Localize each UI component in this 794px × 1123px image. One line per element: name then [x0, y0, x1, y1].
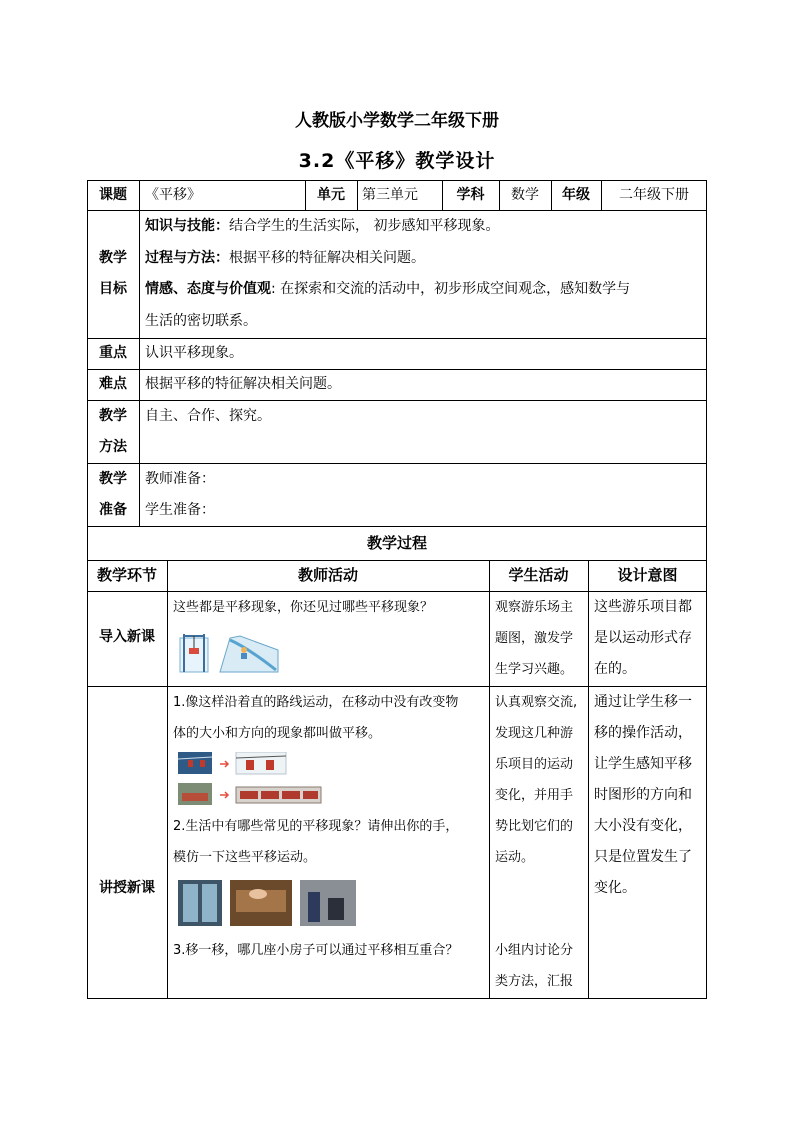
key-text: 认识平移现象。 [145, 345, 243, 361]
lesson-step1-line2: 体的大小和方向的现象都叫做平移。 [173, 726, 382, 741]
goal-process: 过程与方法：根据平移的特征解决相关问题。 [145, 250, 425, 266]
everyday-translation-pictures [178, 880, 358, 930]
document-subtitle: 3.2《平移》教学设计 [298, 150, 496, 172]
cable-car-picture [178, 752, 288, 780]
goals-label-line2: 目标 [99, 281, 127, 297]
difficulty-label: 难点 [99, 376, 127, 392]
lesson-stage: 讲授新课 [99, 880, 155, 896]
lesson-step2-line2: 模仿一下这些平移运动。 [173, 850, 317, 865]
prep-label-line2: 准备 [99, 502, 127, 518]
col-divider [357, 180, 358, 210]
topic-value: 《平移》 [145, 187, 201, 203]
method-text: 自主、合作、探究。 [145, 408, 271, 424]
train-picture [178, 783, 323, 811]
goal-emotion: 情感、态度与价值观: 在探索和交流的活动中，初步形成空间观念，感知数学与 [145, 281, 631, 297]
document-title: 人教版小学数学二年级下册 [295, 111, 499, 131]
col-stage-header: 教学环节 [96, 566, 157, 584]
prep-student: 学生准备： [145, 502, 215, 518]
intro-stage: 导入新课 [99, 629, 155, 645]
goal-knowledge: 知识与技能：结合学生的生活实际， 初步感知平移现象。 [145, 218, 500, 234]
key-label: 重点 [99, 345, 127, 361]
goals-label-line1: 教学 [99, 250, 127, 266]
method-label-line1: 教学 [99, 408, 127, 424]
topic-label: 课题 [99, 187, 127, 203]
lesson-intent-text: 通过让学生移一 移的操作活动， 让学生感知平移 时图形的方向和 大小没有变化， 只是位置发生了 变化。 [594, 694, 692, 896]
lesson-step2-line1: 2.生活中有哪些常见的平移现象？请伸出你的手， [173, 819, 459, 834]
intro-student-text: 观察游乐场主 题图，激发学 生学习兴趣。 [495, 600, 574, 677]
col-teacher-header: 教师活动 [297, 566, 358, 584]
unit-label: 单元 [317, 187, 345, 203]
lesson-student-text: 认真观察交流, 发现这几种游 乐项目的运动 变化，并用手 势比划它们的 运动。 [495, 695, 578, 865]
col-divider [588, 560, 589, 999]
amusement-ride-picture [178, 628, 283, 680]
subject-label: 学科 [456, 187, 485, 203]
col-student-header: 学生活动 [508, 566, 569, 584]
grade-label: 年级 [562, 187, 590, 203]
grade-value: 二年级下册 [619, 187, 689, 203]
goal-emotion-cont: 生活的密切联系。 [145, 313, 257, 329]
col-intent-header: 设计意图 [617, 566, 678, 584]
row-divider [87, 526, 707, 527]
intro-teacher-text: 这些都是平移现象，你还见过哪些平移现象？ [173, 600, 434, 615]
col-divider [167, 560, 168, 999]
difficulty-text: 根据平移的特征解决相关问题。 [145, 376, 341, 392]
lesson-step3: 3.移一移，哪几座小房子可以通过平移相互重合？ [173, 943, 459, 958]
col-divider [489, 560, 490, 999]
prep-label-line1: 教学 [99, 471, 127, 487]
lesson-step1-line1: 1.像这样沿着直的路线运动，在移动中没有改变物 [173, 695, 459, 710]
lesson-student-text-2: 小组内讨论分 类方法，汇报 [495, 943, 574, 989]
unit-value: 第三单元 [362, 187, 418, 203]
process-title: 教学过程 [366, 534, 427, 552]
method-label-line2: 方法 [99, 439, 127, 455]
subject-value: 数学 [511, 187, 539, 203]
prep-teacher: 教师准备： [145, 471, 215, 487]
col-divider [139, 180, 140, 526]
intro-intent-text: 这些游乐项目都 是以运动形式存 在的。 [594, 599, 692, 677]
